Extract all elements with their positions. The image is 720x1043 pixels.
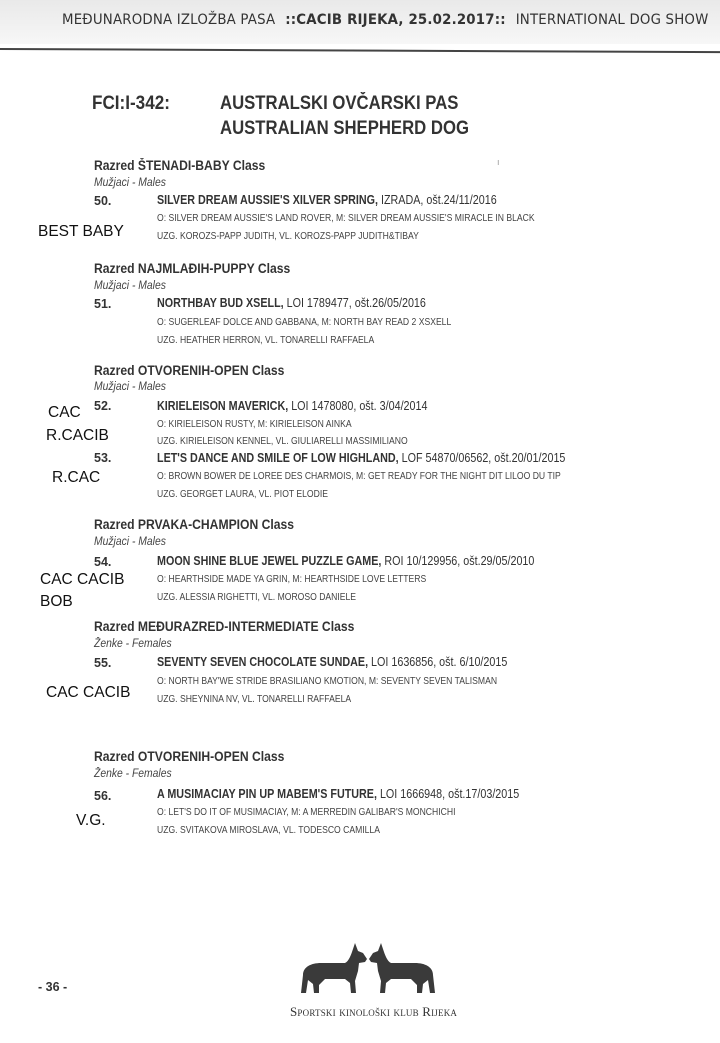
award-label: R.CACIB <box>46 427 109 444</box>
dog-name: SEVENTY SEVEN CHOCOLATE SUNDAE, <box>157 655 369 669</box>
award-label: CAC CACIB <box>40 571 125 588</box>
entry-number: 56. <box>94 789 112 803</box>
scottish-terrier-pair-logo-icon <box>293 935 443 997</box>
dog-details: ROI 10/129956, ošt.29/05/2010 <box>381 554 535 568</box>
award-label: CAC <box>48 404 81 421</box>
entry-number: 55. <box>94 656 112 670</box>
entry-number: 50. <box>94 194 112 208</box>
breed-name-local: AUSTRALSKI OVČARSKI PAS <box>220 93 459 114</box>
page-speck: ı <box>497 157 500 167</box>
entry-parents: O: BROWN BOWER DE LOREE DES CHARMOIS, M: GET READY FOR THE NIGHT DIT LILOO DU TIP <box>157 470 561 482</box>
class-title: Razred MEĐURAZRED-INTERMEDIATE Class <box>94 619 355 634</box>
class-title: Razred NAJMLAĐIH-PUPPY Class <box>94 261 291 276</box>
entry-title-line <box>157 296 426 310</box>
entry-parents: O: KIRIELEISON RUSTY, M: KIRIELEISON AINKA <box>157 418 352 430</box>
class-sex: Mužjaci - Males <box>94 381 166 393</box>
class-title: Razred OTVORENIH-OPEN Class <box>94 363 285 378</box>
entry-title-line <box>157 655 507 669</box>
award-label: R.CAC <box>52 469 101 486</box>
entry-parents: O: NORTH BAY'WE STRIDE BRASILIANO KMOTION, M: SEVENTY SEVEN TALISMAN <box>157 675 498 687</box>
page-header <box>62 12 709 28</box>
header-right: INTERNATIONAL DOG SHOW <box>515 12 709 28</box>
entry-parents: O: SUGERLEAF DOLCE AND GABBANA, M: NORTH BAY READ 2 XSXELL <box>157 316 452 328</box>
entry-title-line <box>157 193 497 207</box>
entry-breeder-owner: UZG. ALESSIA RIGHETTI, VL. MOROSO DANIELE <box>157 591 357 603</box>
dog-name: SILVER DREAM AUSSIE'S XILVER SPRING, <box>157 193 378 207</box>
award-label: BOB <box>40 593 73 610</box>
dog-name: KIRIELEISON MAVERICK, <box>157 399 289 413</box>
class-sex: Ženke - Females <box>94 638 172 650</box>
award-label: BEST BABY <box>38 223 124 240</box>
entry-breeder-owner: UZG. KIRIELEISON KENNEL, VL. GIULIARELLI MASSIMILIANO <box>157 435 408 447</box>
dog-name: A MUSIMACIAY PIN UP MABEM'S FUTURE, <box>157 787 377 801</box>
entry-number: 53. <box>94 451 112 465</box>
award-label: V.G. <box>76 812 106 829</box>
class-sex: Mužjaci - Males <box>94 177 166 189</box>
entry-breeder-owner: UZG. HEATHER HERRON, VL. TONARELLI RAFFAELA <box>157 334 375 346</box>
entry-breeder-owner: UZG. KOROZS-PAPP JUDITH, VL. KOROZS-PAPP JUDITH&TIBAY <box>157 230 419 242</box>
dog-details: LOI 1636856, ošt. 6/10/2015 <box>368 655 508 669</box>
breed-name-english: AUSTRALIAN SHEPHERD DOG <box>220 118 469 139</box>
class-sex: Mužjaci - Males <box>94 536 166 548</box>
entry-number: 51. <box>94 297 112 311</box>
award-label: CAC CACIB <box>46 684 131 701</box>
club-name: Sportski kinološki klub Rijeka <box>290 1004 458 1019</box>
page-number: - 36 - <box>38 980 68 994</box>
class-sex: Ženke - Females <box>94 768 172 780</box>
dog-name: NORTHBAY BUD XSELL, <box>157 296 284 310</box>
entry-number: 52. <box>94 399 112 413</box>
class-sex: Mužjaci - Males <box>94 280 166 292</box>
class-title: Razred PRVAKA-CHAMPION Class <box>94 517 295 532</box>
class-title: Razred ŠTENADI-BABY Class <box>94 158 266 173</box>
header-divider <box>0 48 720 53</box>
entry-parents: O: HEARTHSIDE MADE YA GRIN, M: HEARTHSIDE LOVE LETTERS <box>157 573 427 585</box>
dog-details: LOI 1789477, ošt.26/05/2016 <box>283 296 426 310</box>
dog-name: MOON SHINE BLUE JEWEL PUZZLE GAME, <box>157 554 382 568</box>
entry-breeder-owner: UZG. SHEYNINA NV, VL. TONARELLI RAFFAELA <box>157 693 352 705</box>
entry-breeder-owner: UZG. SVITAKOVA MIROSLAVA, VL. TODESCO CAMILLA <box>157 824 380 836</box>
dog-details: LOI 1666948, ošt.17/03/2015 <box>376 787 520 801</box>
breed-fci-code: FCI:I-342: <box>92 93 170 114</box>
entry-title-line <box>157 451 565 465</box>
entry-parents: O: LET'S DO IT OF MUSIMACIAY, M: A MERREDIN GALIBAR'S MONCHICHI <box>157 806 456 818</box>
entry-title-line <box>157 554 534 568</box>
entry-title-line <box>157 787 519 801</box>
entry-parents: O: SILVER DREAM AUSSIE'S LAND ROVER, M: SILVER DREAM AUSSIE'S MIRACLE IN BLACK <box>157 212 535 224</box>
header-left: MEĐUNARODNA IZLOŽBA PASA <box>62 12 276 28</box>
entry-title-line <box>157 399 427 413</box>
class-title: Razred OTVORENIH-OPEN Class <box>94 749 285 764</box>
entry-breeder-owner: UZG. GEORGET LAURA, VL. PIOT ELODIE <box>157 488 328 500</box>
header-center: ::CACIB RIJEKA, 25.02.2017:: <box>285 12 506 28</box>
entry-number: 54. <box>94 555 112 569</box>
dog-details: LOI 1478080, ošt. 3/04/2014 <box>288 399 428 413</box>
dog-details: IZRADA, ošt.24/11/2016 <box>377 193 497 207</box>
dog-details: LOF 54870/06562, ošt.20/01/2015 <box>398 451 566 465</box>
dog-name: LET'S DANCE AND SMILE OF LOW HIGHLAND, <box>157 451 399 465</box>
